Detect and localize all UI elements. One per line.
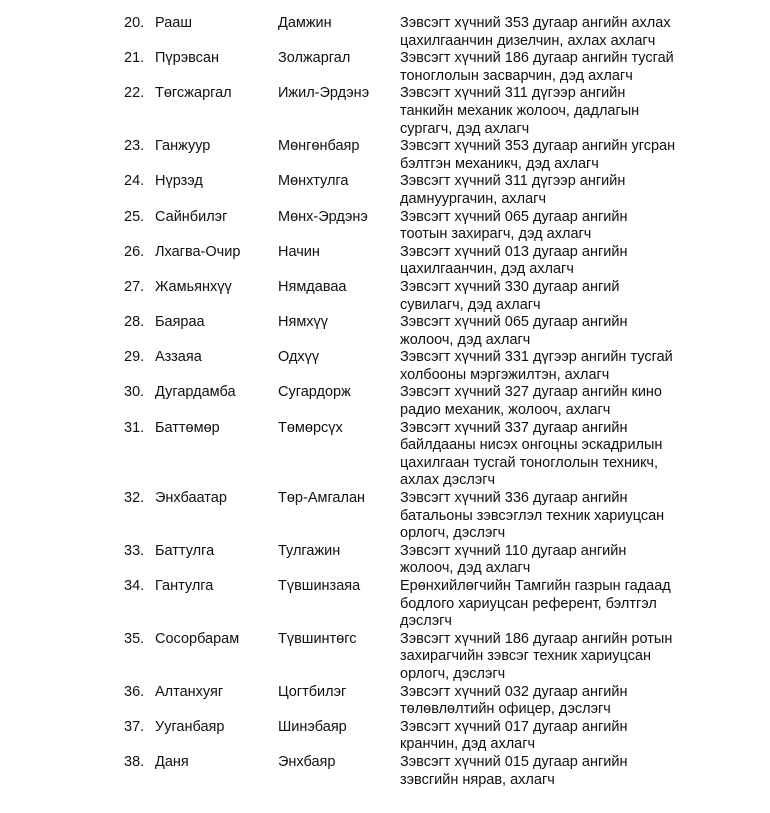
person-name: Баттулга — [155, 542, 215, 559]
list-item — [0, 384, 770, 419]
position-description — [400, 754, 700, 789]
person-family-name: Золжаргал — [278, 50, 351, 67]
item-number: 22. — [124, 85, 145, 102]
description-line: ахлах дэслэгч — [400, 472, 496, 489]
description-line: Зэвсэгт хүчний 015 дугаар ангийн — [400, 753, 628, 770]
position-description — [400, 349, 700, 384]
item-number: 21. — [124, 50, 145, 67]
person-family-name: Мөнх-Эрдэнэ — [278, 208, 368, 225]
description-line: Зэвсэгт хүчний 331 дүгээр ангийн тусгай — [400, 349, 673, 366]
position-description — [400, 209, 700, 244]
list-item — [0, 420, 770, 490]
position-description — [400, 314, 700, 349]
person-family-name: Сугардорж — [278, 384, 351, 401]
item-number: 25. — [124, 208, 145, 225]
description-line: Зэвсэгт хүчний 032 дугаар ангийн — [400, 683, 628, 700]
description-line: цахилгаан тусгай тоноглолын техникч, — [400, 454, 658, 471]
description-line: сургагч, дэд ахлагч — [400, 120, 530, 137]
item-number: 28. — [124, 314, 145, 331]
person-family-name: Начин — [278, 243, 320, 260]
person-name: Ганжуур — [155, 138, 211, 155]
description-line: Ерөнхийлөгчийн Тамгийн газрын гадаад — [400, 578, 671, 594]
description-line: Зэвсэгт хүчний 353 дугаар ангийн угсран — [400, 138, 676, 155]
item-number: 24. — [124, 173, 145, 190]
description-line: Зэвсэгт хүчний 337 дугаар ангийн — [400, 419, 628, 436]
person-name: Баттөмөр — [155, 419, 220, 436]
list-item — [0, 173, 770, 208]
position-description — [400, 15, 700, 50]
description-line: төлөвлөлтийн офицер, дэслэгч — [400, 701, 611, 718]
description-line: Зэвсэгт хүчний 186 дугаар ангийн ротын — [400, 630, 673, 647]
item-number: 34. — [124, 578, 145, 594]
position-description — [400, 244, 700, 279]
item-number: 20. — [124, 15, 145, 31]
person-family-name: Түвшинзаяа — [278, 578, 361, 594]
person-name: Дугардамба — [155, 384, 236, 401]
list-item — [0, 719, 770, 754]
description-line: дамнуургачин, ахлагч — [400, 190, 547, 207]
item-number: 31. — [124, 419, 145, 436]
person-name: Сайнбилэг — [155, 208, 228, 225]
person-name: Даня — [155, 753, 189, 770]
position-description — [400, 719, 700, 754]
description-line: танкийн механик жолооч, дадлагын — [400, 102, 640, 119]
position-description — [400, 384, 700, 419]
description-line: бодлого хариуцсан референт, бэлтгэл — [400, 595, 657, 612]
item-number: 37. — [124, 718, 145, 735]
position-description — [400, 631, 700, 684]
description-line: холбооны мэргэжилтэн, ахлагч — [400, 366, 610, 383]
person-name: Баяраа — [155, 314, 205, 331]
item-number: 38. — [124, 753, 145, 770]
list-item — [0, 244, 770, 279]
person-family-name: Мөнхтулга — [278, 173, 349, 190]
person-family-name: Дамжин — [278, 15, 332, 31]
person-family-name: Төмөрсүх — [278, 419, 343, 436]
description-line: Зэвсэгт хүчний 327 дугаар ангийн кино — [400, 384, 662, 401]
person-family-name: Нямдаваа — [278, 278, 347, 295]
description-line: Зэвсэгт хүчний 013 дугаар ангийн — [400, 243, 628, 260]
position-description — [400, 50, 700, 85]
item-number: 26. — [124, 243, 145, 260]
item-number: 30. — [124, 384, 145, 401]
list-item — [0, 631, 770, 684]
description-line: радио механик, жолооч, ахлагч — [400, 402, 611, 419]
person-name: Нүрзэд — [155, 173, 203, 190]
position-description — [400, 420, 700, 490]
description-line: захирагчийн зэвсэг техник хариуцсан — [400, 648, 651, 665]
description-line: Зэвсэгт хүчний 065 дугаар ангийн — [400, 208, 628, 225]
person-family-name: Энхбаяр — [278, 753, 336, 770]
list-item — [0, 50, 770, 85]
description-line: батальоны зэвсэглэл техник хариуцсан — [400, 507, 665, 524]
position-description — [400, 578, 700, 631]
item-number: 32. — [124, 490, 145, 507]
person-name: Гантулга — [155, 578, 214, 594]
person-family-name: Тулгажин — [278, 542, 341, 559]
position-description — [400, 490, 700, 543]
description-line: Зэвсэгт хүчний 311 дүгээр ангийн — [400, 85, 626, 102]
person-name: Сосорбарам — [155, 630, 240, 647]
person-name: Энхбаатар — [155, 490, 227, 507]
person-name: Төгсжаргал — [155, 85, 232, 102]
position-description — [400, 684, 700, 719]
description-line: Зэвсэгт хүчний 336 дугаар ангийн — [400, 490, 628, 507]
description-line: Зэвсэгт хүчний 186 дугаар ангийн тусгай — [400, 50, 674, 67]
position-description — [400, 543, 700, 578]
description-line: тоотын захирагч, дэд ахлагч — [400, 226, 592, 243]
item-number: 33. — [124, 542, 145, 559]
person-family-name: Шинэбаяр — [278, 718, 347, 735]
item-number: 27. — [124, 278, 145, 295]
list-item — [0, 279, 770, 314]
person-family-name: Одхүү — [278, 349, 320, 366]
person-family-name: Түвшинтөгс — [278, 630, 357, 647]
description-line: байлдааны нисэх онгоцны эскадрилын — [400, 437, 663, 454]
person-family-name: Цогтбилэг — [278, 683, 347, 700]
person-name: Лхагва-Очир — [155, 243, 241, 260]
description-line: орлогч, дэслэгч — [400, 665, 506, 682]
list-item — [0, 85, 770, 138]
person-name: Рааш — [155, 15, 192, 31]
list-item — [0, 578, 770, 631]
description-line: Зэвсэгт хүчний 311 дүгээр ангийн — [400, 173, 626, 190]
description-line: цахилгаанчин дизелчин, ахлах ахлагч — [400, 32, 656, 49]
item-number: 36. — [124, 683, 145, 700]
description-line: зэвсгийн нярав, ахлагч — [400, 771, 555, 788]
person-family-name: Мөнгөнбаяр — [278, 138, 360, 155]
description-line: Зэвсэгт хүчний 353 дугаар ангийн ахлах — [400, 15, 671, 31]
list-item — [0, 314, 770, 349]
description-line: орлогч, дэслэгч — [400, 525, 506, 542]
person-family-name: Нямхүү — [278, 314, 329, 331]
description-line: дэслэгч — [400, 613, 452, 630]
award-recipient-list — [0, 15, 770, 789]
list-item — [0, 209, 770, 244]
description-line: Зэвсэгт хүчний 065 дугаар ангийн — [400, 314, 628, 331]
person-name: Ууганбаяр — [155, 718, 225, 735]
list-item — [0, 15, 770, 50]
item-number: 35. — [124, 630, 145, 647]
list-item — [0, 754, 770, 789]
description-line: кранчин, дэд ахлагч — [400, 736, 536, 753]
description-line: Зэвсэгт хүчний 017 дугаар ангийн — [400, 718, 628, 735]
item-number: 23. — [124, 138, 145, 155]
list-item — [0, 684, 770, 719]
description-line: сувилагч, дэд ахлагч — [400, 296, 541, 313]
description-line: бэлтгэн механикч, дэд ахлагч — [400, 155, 599, 172]
position-description — [400, 85, 700, 138]
person-name: Пүрэвсан — [155, 50, 219, 67]
person-family-name: Ижил-Эрдэнэ — [278, 85, 370, 102]
list-item — [0, 138, 770, 173]
list-item — [0, 349, 770, 384]
description-line: цахилгаанчин, дэд ахлагч — [400, 261, 574, 278]
description-line: Зэвсэгт хүчний 110 дугаар ангийн — [400, 542, 627, 559]
person-family-name: Төр-Амгалан — [278, 490, 366, 507]
person-name: Жамьянхүү — [155, 278, 232, 295]
item-number: 29. — [124, 349, 145, 366]
description-line: Зэвсэгт хүчний 330 дугаар ангий — [400, 278, 620, 295]
description-line: тоноглолын засварчин, дэд ахлагч — [400, 67, 633, 84]
position-description — [400, 279, 700, 314]
position-description — [400, 173, 700, 208]
person-name: Алтанхуяг — [155, 683, 224, 700]
description-line: жолооч, дэд ахлагч — [400, 331, 531, 348]
person-name: Аззаяа — [155, 349, 202, 366]
description-line: жолооч, дэд ахлагч — [400, 560, 531, 577]
position-description — [400, 138, 700, 173]
list-item — [0, 490, 770, 543]
list-item — [0, 543, 770, 578]
